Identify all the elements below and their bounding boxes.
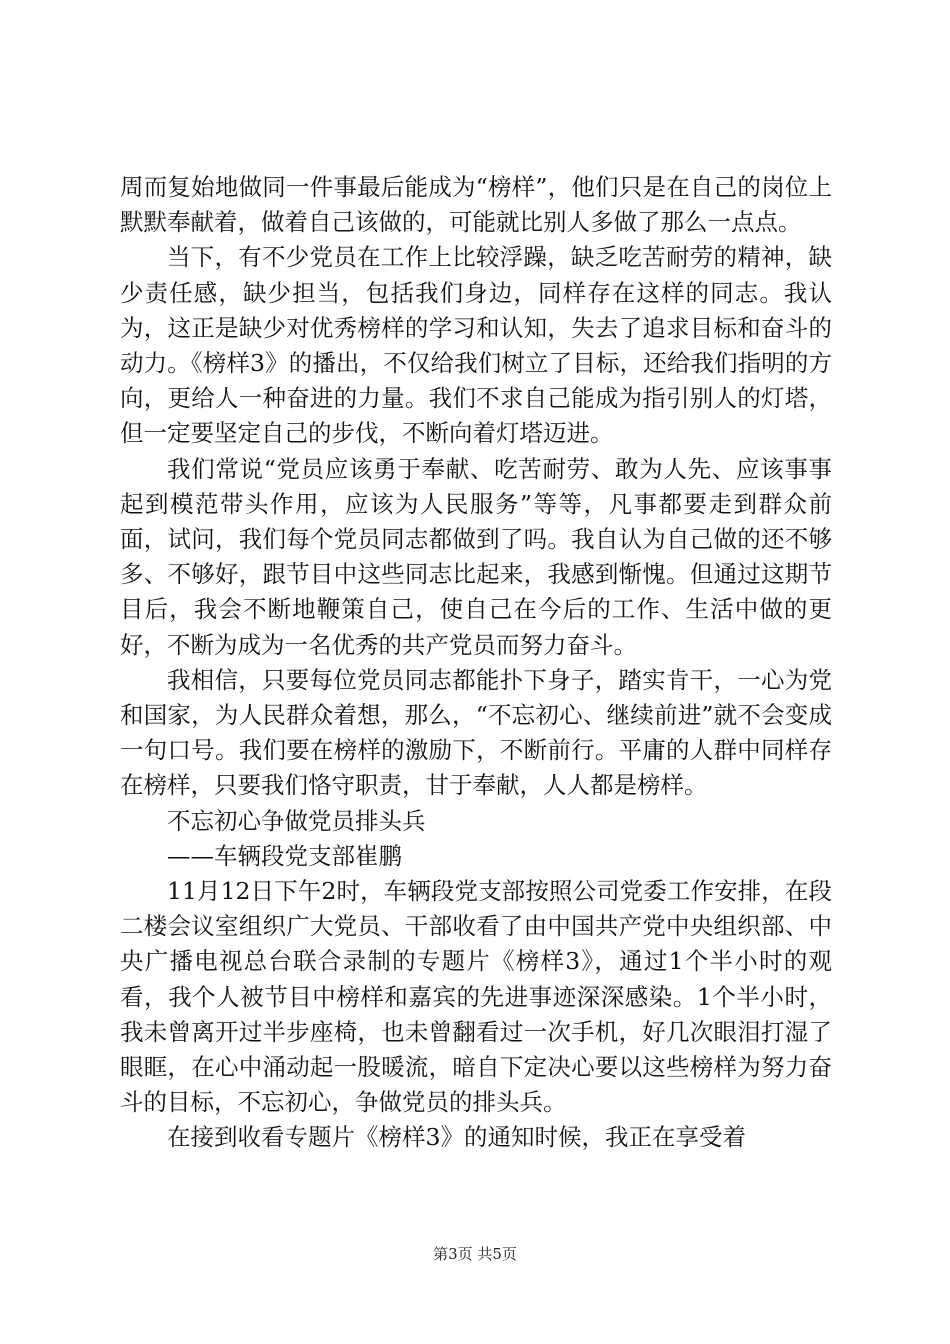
article-title: 不忘初心争做党员排头兵 [167,806,426,835]
paragraph-2: 当下，有不少党员在工作上比较浮躁，缺乏吃苦耐劳的精神，缺少责任感，缺少担当，包括我们身边，同样存在这样的同志。我认为，这正是缺少对优秀榜样的学习和认知，失去了追求目标和奋斗的动力。《榜样3》的播出，不仅给我们树立了目标，还给我们指明的方向，更给人一种奋进的力量。我们不求自己能成为指引别人的灯塔，但一定要坚定自己的步伐，不断向着灯塔迈进。 [120,243,832,448]
paragraph-1: 周而复始地做同一件事最后能成为“榜样”，他们只是在自己的岗位上默默奉献着，做着自己该做的，可能就比别人多做了那么一点点。 [120,173,832,237]
paragraph-4: 我相信，只要每位党员同志都能扑下身子，踏实肯干，一心为党和国家，为人民群众着想，那么，“不忘初心、继续前进”就不会变成一句口号。我们要在榜样的激励下，不断前行。平庸的人群中同样存在榜样，只要我们恪守职责，甘于奉献，人人都是榜样。 [120,665,832,800]
article-author: ——车辆段党支部崔鹏 [167,841,402,870]
page-number-footer: 第3页 共5页 [433,1245,517,1263]
paragraph-3: 我们常说“党员应该勇于奉献、吃苦耐劳、敢为人先、应该事事起到模范带头作用，应该为人民服务”等等，凡事都要走到群众前面，试问，我们每个党员同志都做到了吗。我自认为自己做的还不够多、不够好，跟节目中这些同志比起来，我感到惭愧。但通过这期节目后，我会不断地鞭策自己，使自己在今后的工作、生活中做的更好，不断为成为一名优秀的共产党员而努力奋斗。 [120,454,832,659]
paragraph-5: 11月12日下午2时，车辆段党支部按照公司党委工作安排，在段二楼会议室组织广大党员、干部收看了由中国共产党中央组织部、中央广播电视总台联合录制的专题片《榜样3》，通过1个半小时的观看，我个人被节目中榜样和嘉宾的先进事迹深深感染。1个半小时，我未曾离开过半步座椅，也未曾翻看过一次手机，好几次眼泪打湿了眼眶，在心中涌动起一股暖流，暗自下定决心要以这些榜样为努力奋斗的目标，不忘初心，争做党员的排头兵。 [120,877,832,1117]
document-body [120,170,832,1156]
paragraph-6: 在接到收看专题片《榜样3》的通知时候，我正在享受着 [167,1123,746,1152]
